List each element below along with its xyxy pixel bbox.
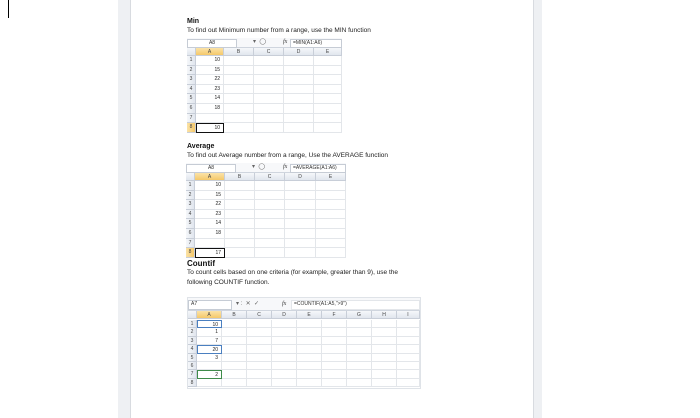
column-header-b[interactable]: B [224,48,254,56]
grid-cell[interactable] [347,337,372,345]
grid-cell[interactable] [285,239,316,249]
grid-cell[interactable] [255,239,285,249]
cell-a7[interactable]: 2 [197,370,222,378]
column-header-d[interactable]: D [284,48,314,56]
grid-cell[interactable] [316,219,346,229]
cell-a4[interactable]: 23 [195,210,225,220]
cell-a6[interactable]: 18 [196,104,224,114]
grid-cell[interactable] [284,75,314,85]
text-cursor [8,0,9,18]
grid-cell[interactable] [225,229,255,239]
countif-description-line1: To count cells based on one criteria (for example, greater than 9), use the [187,269,399,276]
row-header[interactable]: 4 [186,210,195,220]
grid-cell[interactable] [272,379,297,387]
grid-cell[interactable] [322,362,347,370]
grid-cell[interactable] [397,337,420,345]
min-description: To find out Minimum number from a range, use the MIN function [187,27,371,34]
cell-a3[interactable]: 22 [196,75,224,85]
grid-cell[interactable] [224,75,254,85]
grid-cell[interactable] [297,379,322,387]
column-header-i[interactable]: I [397,311,420,319]
grid-cell[interactable] [347,345,372,353]
row-header[interactable]: 1 [186,181,195,191]
grid-cell[interactable] [322,379,347,387]
grid-cell[interactable] [347,379,372,387]
row-header[interactable]: 5 [188,354,197,362]
row-header[interactable]: 5 [186,219,195,229]
grid-cell[interactable] [285,191,316,201]
grid-cell[interactable] [284,104,314,114]
row-header[interactable]: 4 [188,345,197,353]
grid-cell[interactable] [224,123,254,133]
name-box[interactable]: A8 [186,164,236,173]
select-all-corner[interactable] [187,48,196,56]
grid-cell[interactable] [322,354,347,362]
grid-cell[interactable] [285,200,316,210]
grid-cell[interactable] [347,370,372,378]
column-header-a[interactable]: A [195,173,225,181]
grid-cell[interactable] [316,210,346,220]
select-all-corner[interactable] [188,311,197,319]
grid-cell[interactable] [322,345,347,353]
column-header-g[interactable]: G [347,311,372,319]
formula-bar [188,298,420,311]
row-header[interactable]: 5 [187,94,196,104]
grid-cell[interactable] [314,75,342,85]
grid-cell[interactable] [255,219,285,229]
row-header[interactable]: 8 [186,248,195,258]
grid-cell[interactable] [397,379,420,387]
grid-cell[interactable] [322,370,347,378]
formula-input[interactable]: =COUNTIF(A1:A5,">9") [291,300,420,310]
grid-cell[interactable] [297,337,322,345]
column-header-a[interactable]: A [197,311,222,319]
formula-controls[interactable]: ▾ ◯ [253,39,267,45]
grid-cell[interactable] [316,181,346,191]
select-all-corner[interactable] [186,173,195,181]
fx-icon[interactable]: fx [283,164,288,170]
cell-a1[interactable]: 10 [197,320,222,328]
cell-a5[interactable]: 14 [195,219,225,229]
grid-cell[interactable] [314,94,342,104]
average-heading: Average [187,143,215,150]
cell-a4[interactable]: 20 [197,345,222,353]
grid-cell[interactable] [347,320,372,328]
grid-cell[interactable] [254,114,284,124]
grid-cell[interactable] [322,337,347,345]
fx-icon[interactable]: fx [282,301,287,307]
column-header-e[interactable]: E [316,173,346,181]
grid-cell[interactable] [222,370,247,378]
grid-cell[interactable] [284,123,314,133]
grid-cell[interactable] [397,362,420,370]
grid-cell[interactable] [285,229,316,239]
grid-cell[interactable] [224,56,254,66]
grid-cell[interactable] [297,320,322,328]
column-header-e[interactable]: E [314,48,342,56]
column-header-a[interactable]: A [196,48,224,56]
grid-cell[interactable] [316,229,346,239]
grid-cell[interactable] [254,94,284,104]
countif-spreadsheet [187,297,421,389]
grid-cell[interactable] [285,248,316,258]
row-header[interactable]: 6 [188,362,197,370]
cell-a4[interactable]: 23 [196,85,224,95]
grid-cell[interactable] [254,66,284,76]
grid-cell[interactable] [397,370,420,378]
grid-cell[interactable] [222,328,247,336]
row-header[interactable]: 7 [186,239,195,249]
row-header[interactable]: 8 [188,379,197,387]
grid-cell[interactable] [254,56,284,66]
grid-cell[interactable] [222,362,247,370]
grid-cell[interactable] [284,66,314,76]
cell-a6[interactable] [197,362,222,370]
cell-a3[interactable]: 22 [195,200,225,210]
cell-a8[interactable]: 10 [196,123,224,133]
row-header[interactable]: 7 [187,114,196,124]
grid-cell[interactable] [316,248,346,258]
formula-bar [186,163,346,173]
formula-bar [187,38,342,48]
row-header[interactable]: 1 [188,320,197,328]
column-header-h[interactable]: H [372,311,397,319]
min-heading: Min [187,18,200,25]
grid-cell[interactable] [272,328,297,336]
grid-cell[interactable] [285,219,316,229]
column-header-b[interactable]: B [222,311,247,319]
grid-cell[interactable] [372,345,397,353]
grid-cell[interactable] [222,320,247,328]
cell-a2[interactable]: 15 [195,191,225,201]
grid-cell[interactable] [272,362,297,370]
grid-cell[interactable] [247,337,272,345]
grid-cell[interactable] [272,345,297,353]
name-box[interactable]: A8 [187,39,237,48]
row-header[interactable]: 2 [188,328,197,336]
row-header[interactable]: 2 [187,66,196,76]
grid-cell[interactable] [372,370,397,378]
grid-cell[interactable] [297,328,322,336]
grid-cell[interactable] [255,210,285,220]
grid-cell[interactable] [222,379,247,387]
grid-cell[interactable] [247,320,272,328]
grid-cell[interactable] [247,370,272,378]
column-header-b[interactable]: B [225,173,255,181]
grid-cell[interactable] [224,94,254,104]
grid-cell[interactable] [225,219,255,229]
average-description: To find out Average number from a range, Use the AVERAGE function [187,152,389,159]
grid-cell[interactable] [255,248,285,258]
row-header[interactable]: 6 [186,229,195,239]
grid-cell[interactable] [285,181,316,191]
grid-cell[interactable] [372,362,397,370]
grid-cell[interactable] [347,354,372,362]
cell-a2[interactable]: 1 [197,328,222,336]
grid-cell[interactable] [297,345,322,353]
grid-cell[interactable] [347,328,372,336]
grid-cell[interactable] [314,66,342,76]
document-page [130,0,534,418]
min-spreadsheet [187,38,342,134]
grid-cell[interactable] [316,191,346,201]
grid-cell[interactable] [322,328,347,336]
formula-input[interactable]: =AVERAGE(A1:A6) [290,164,346,173]
row-header[interactable]: 8 [187,123,196,133]
grid-cell[interactable] [224,66,254,76]
grid-cell[interactable] [225,239,255,249]
row-header[interactable]: 7 [188,370,197,378]
grid-cell[interactable] [397,320,420,328]
cell-a7[interactable] [195,239,225,249]
grid-cell[interactable] [397,328,420,336]
grid-cell[interactable] [225,210,255,220]
grid-cell[interactable] [247,328,272,336]
column-header-e[interactable]: E [297,311,322,319]
grid-cell[interactable] [272,354,297,362]
grid-cell[interactable] [247,379,272,387]
grid-cell[interactable] [247,354,272,362]
grid-cell[interactable] [314,85,342,95]
grid-cell[interactable] [284,94,314,104]
countif-heading: Countif [187,259,215,268]
cell-a7[interactable] [196,114,224,124]
grid-cell[interactable] [397,354,420,362]
grid-cell[interactable] [314,56,342,66]
average-spreadsheet [186,163,346,259]
grid-cell[interactable] [316,200,346,210]
grid-cell[interactable] [322,320,347,328]
grid-cell[interactable] [254,85,284,95]
grid-cell[interactable] [224,114,254,124]
column-header-c[interactable]: C [255,173,285,181]
grid-cell[interactable] [314,104,342,114]
grid-cell[interactable] [272,337,297,345]
grid-cell[interactable] [247,362,272,370]
cell-a1[interactable]: 10 [195,181,225,191]
cell-a8[interactable] [197,379,222,387]
grid-cell[interactable] [297,354,322,362]
grid-cell[interactable] [222,337,247,345]
column-header-d[interactable]: D [285,173,316,181]
grid-cell[interactable] [254,104,284,114]
row-header[interactable]: 2 [186,191,195,201]
grid-cell[interactable] [347,362,372,370]
grid-cell[interactable] [225,200,255,210]
grid-cell[interactable] [284,56,314,66]
grid-cell[interactable] [255,181,285,191]
grid-cell[interactable] [372,328,397,336]
formula-controls[interactable]: ▾ : ✕ ✓ [236,301,260,307]
grid-cell[interactable] [272,370,297,378]
grid-cell[interactable] [297,362,322,370]
cell-a2[interactable]: 15 [196,66,224,76]
grid-cell[interactable] [372,337,397,345]
grid-cell[interactable] [224,85,254,95]
cell-a5[interactable]: 3 [197,354,222,362]
grid-cell[interactable] [247,345,272,353]
grid-cell[interactable] [225,191,255,201]
name-box[interactable]: A7 [188,300,232,310]
cell-a6[interactable]: 18 [195,229,225,239]
grid-cell[interactable] [255,191,285,201]
grid-cell[interactable] [224,104,254,114]
row-header[interactable]: 3 [187,75,196,85]
grid-cell[interactable] [314,114,342,124]
grid-cell[interactable] [254,123,284,133]
row-header[interactable]: 4 [187,85,196,95]
column-header-d[interactable]: D [272,311,297,319]
grid-cell[interactable] [372,354,397,362]
grid-cell[interactable] [284,85,314,95]
grid-cell[interactable] [285,210,316,220]
cell-a8[interactable]: 17 [195,248,225,258]
grid-cell[interactable] [272,320,297,328]
row-header[interactable]: 3 [186,200,195,210]
cell-a5[interactable]: 14 [196,94,224,104]
column-header-f[interactable]: F [322,311,347,319]
grid-cell[interactable] [297,370,322,378]
grid-cell[interactable] [225,181,255,191]
column-header-c[interactable]: C [254,48,284,56]
grid-cell[interactable] [316,239,346,249]
cell-a1[interactable]: 10 [196,56,224,66]
grid-cell[interactable] [284,114,314,124]
fx-icon[interactable]: fx [283,39,288,45]
grid-cell[interactable] [314,123,342,133]
grid-cell[interactable] [225,248,255,258]
grid-cell[interactable] [397,345,420,353]
formula-controls[interactable]: ▾ ◯ [252,164,266,170]
cell-a3[interactable]: 7 [197,337,222,345]
grid-cell[interactable] [255,200,285,210]
grid-cell[interactable] [255,229,285,239]
row-header[interactable]: 6 [187,104,196,114]
countif-description-line2: following COUNTIF function. [187,279,270,286]
grid-cell[interactable] [254,75,284,85]
row-header[interactable]: 3 [188,337,197,345]
column-header-c[interactable]: C [247,311,272,319]
grid-cell[interactable] [372,320,397,328]
grid-cell[interactable] [372,379,397,387]
row-header[interactable]: 1 [187,56,196,66]
grid-cell[interactable] [222,345,247,353]
formula-input[interactable]: =MIN(A1:A6) [290,39,342,48]
grid-cell[interactable] [222,354,247,362]
